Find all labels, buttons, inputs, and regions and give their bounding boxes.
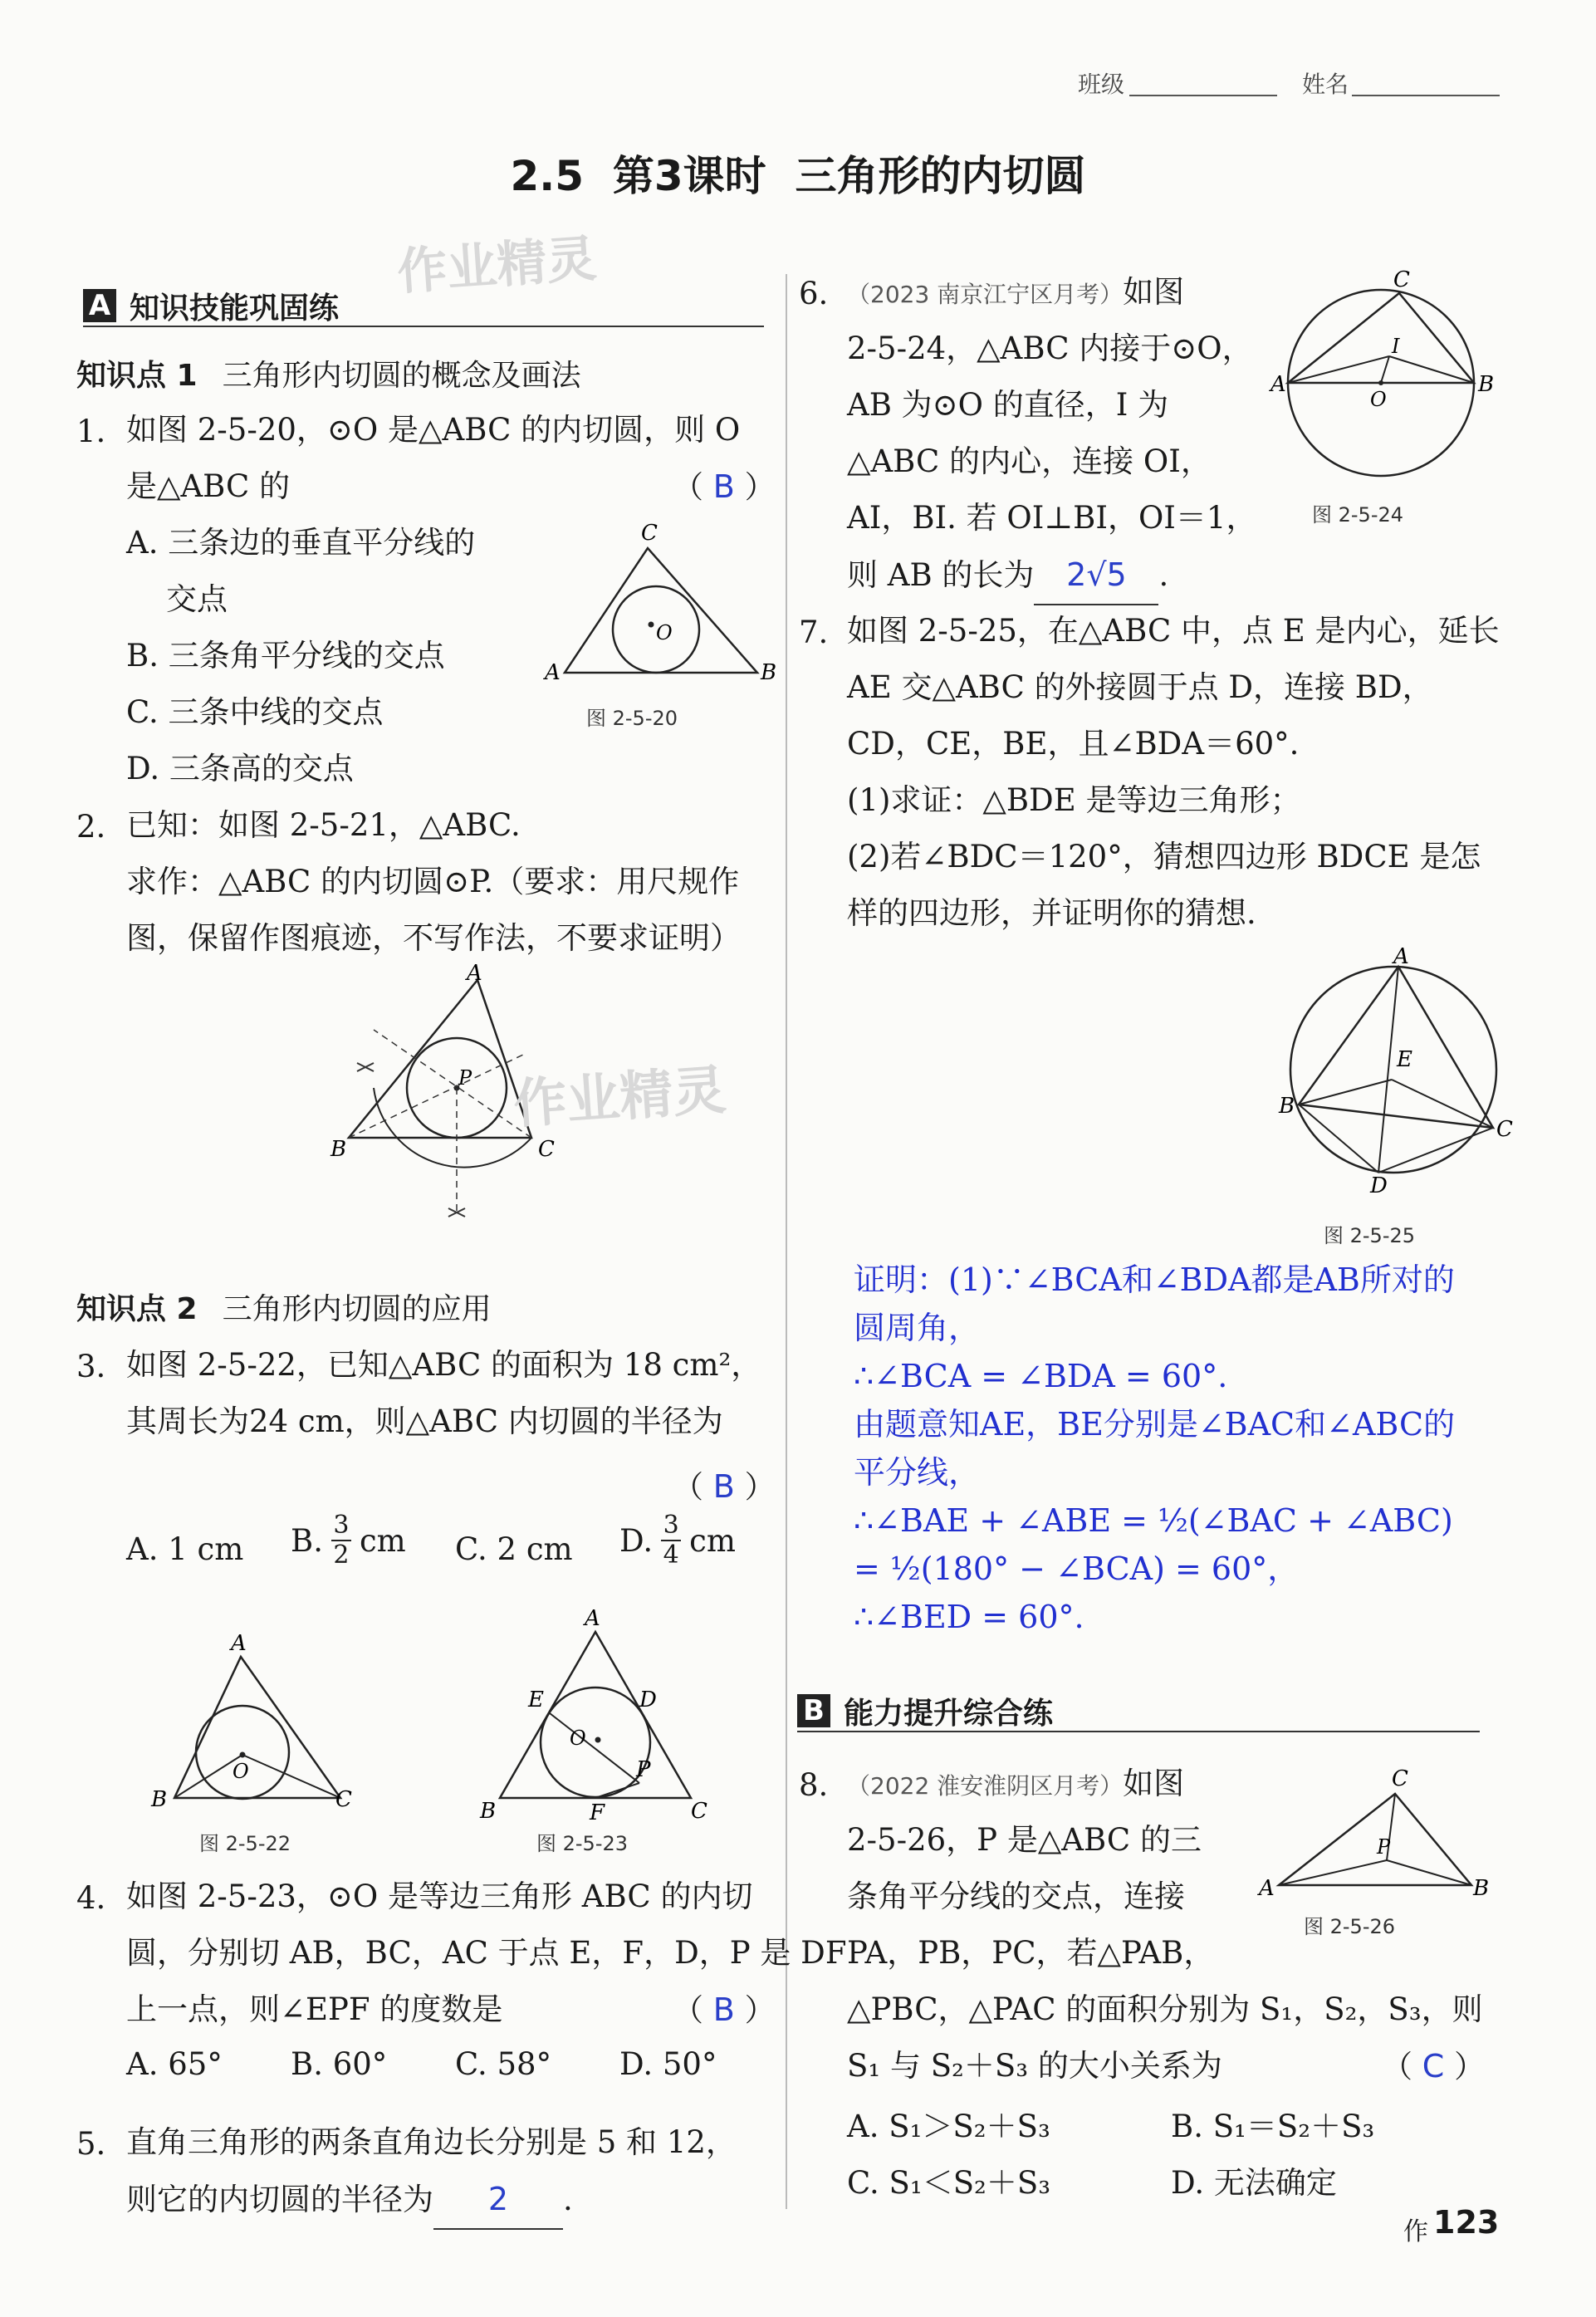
- q8-line1: （2022 淮安淮阴区月考）如图: [847, 1766, 1185, 1801]
- section-a-line: [83, 326, 764, 327]
- svg-text:B: B: [480, 1799, 497, 1824]
- q7-line6: 样的四边形，并证明你的猜想.: [847, 895, 1256, 931]
- svg-text:A: A: [467, 961, 482, 986]
- class-label: 班级: [1078, 71, 1125, 98]
- q3-option-d: D. 3 4 cm: [619, 1511, 736, 1570]
- svg-text:D: D: [639, 1688, 657, 1712]
- q6-line3: AB 为⊙O 的直径，I 为: [847, 387, 1169, 423]
- svg-text:C: C: [641, 521, 658, 546]
- q8-number: 8.: [799, 1767, 829, 1803]
- svg-text:A: A: [1393, 944, 1409, 969]
- q1-answer-bracket: （ B ）: [673, 468, 776, 505]
- svg-text:B: B: [1473, 1876, 1490, 1901]
- svg-text:P: P: [1377, 1835, 1391, 1859]
- svg-text:E: E: [528, 1688, 544, 1712]
- q1-option-a-cont: 交点: [166, 581, 228, 617]
- q7-line5: (2)若∠BDC＝120°，猜想四边形 BDCE 是怎: [847, 839, 1481, 874]
- q3-line2: 其周长为24 cm，则△ABC 内切圆的半径为: [126, 1403, 723, 1439]
- q4-option-a: A. 65°: [126, 2046, 223, 2082]
- q8-option-d: D. 无法确定: [1171, 2165, 1337, 2201]
- q8-option-b: B. S₁＝S₂＋S₃: [1171, 2109, 1375, 2144]
- q6-number: 6.: [799, 276, 829, 311]
- q1-number: 1.: [76, 414, 106, 449]
- proof-line: 由题意知AE，BE分别是∠BAC和∠ABC的: [854, 1406, 1456, 1443]
- svg-text:A: A: [231, 1631, 247, 1656]
- svg-text:O: O: [570, 1727, 586, 1750]
- section-b-header: [797, 1688, 1053, 1734]
- q4-line1: 如图 2-5-23，⊙O 是等边三角形 ABC 的内切: [126, 1879, 753, 1914]
- section-a-title: 知识技能巩固练: [130, 291, 340, 326]
- q7-line2: AE 交△ABC 的外接圆于点 D，连接 BD，: [847, 669, 1433, 705]
- q3-answer-bracket: （ B ）: [673, 1468, 776, 1505]
- proof-line: 圆周角，: [854, 1310, 981, 1346]
- class-underline: [1129, 95, 1277, 96]
- svg-text:A: A: [545, 660, 561, 685]
- svg-text:E: E: [1397, 1047, 1412, 1072]
- proof-line: 证明：(1)∵∠BCA和∠BDA都是AB所对的: [854, 1261, 1455, 1298]
- q8-answer-bracket: （ C ）: [1382, 2048, 1486, 2084]
- figure-2-5-22: [141, 1632, 365, 1823]
- svg-text:F: F: [590, 1800, 605, 1825]
- page-title: 2.5 第3课时 三角形的内切圆: [510, 152, 1086, 200]
- figure-2-5-24: [1270, 267, 1495, 502]
- q5-line2: 则它的内切圆的半径为 2 .: [126, 2171, 573, 2230]
- q4-number: 4.: [76, 1880, 106, 1916]
- q3-option-a: A. 1 cm: [126, 1531, 244, 1567]
- q4-figure-caption: 图 2-5-23: [536, 1832, 629, 1855]
- q2-line2: 求作：△ABC 的内切圆⊙P.（要求：用尺规作: [126, 864, 740, 899]
- q8-line5: △PBC，△PAC 的面积分别为 S₁，S₂，S₃，则: [847, 1991, 1483, 2027]
- q6-line4: △ABC 的内心，连接 OI，: [847, 443, 1212, 479]
- q3-option-b: B. 3 2 cm: [291, 1511, 406, 1570]
- q6-line1: （2023 南京江宁区月考）如图: [847, 274, 1185, 310]
- svg-text:A: A: [1270, 372, 1286, 397]
- svg-text:B: B: [1279, 1094, 1295, 1119]
- watermark: 作业精灵: [512, 1060, 728, 1136]
- q4-answer-bracket: （ B ）: [673, 1991, 776, 2028]
- svg-text:O: O: [1370, 388, 1387, 411]
- svg-text:C: C: [335, 1787, 352, 1812]
- q1-option-a: A. 三条边的垂直平分线的: [126, 525, 476, 561]
- proof-line: ∴∠BAE + ∠ABE = ½(∠BAC + ∠ABC): [854, 1502, 1453, 1539]
- q6-line5: AI，BI. 若 OI⊥BI，OI＝1，: [847, 500, 1257, 536]
- footer-prefix: 作: [1403, 2217, 1428, 2246]
- svg-text:C: C: [691, 1799, 707, 1824]
- q8-figure-caption: 图 2-5-26: [1304, 1915, 1396, 1938]
- q6-line2: 2-5-24，△ABC 内接于⊙O，: [847, 331, 1253, 366]
- column-divider: [786, 274, 787, 2209]
- q6-answer: 2√5: [1066, 556, 1127, 593]
- svg-text:C: C: [538, 1137, 555, 1162]
- q7-line4: (1)求证：△BDE 是等边三角形；: [847, 782, 1301, 818]
- q7-line1: 如图 2-5-25，在△ABC 中，点 E 是内心，延长: [847, 613, 1500, 649]
- knowledge-point-2: 知识点 2 三角形内切圆的应用: [76, 1292, 492, 1326]
- q4-line2: 圆，分别切 AB，BC，AC 于点 E，F，D，P 是 DF: [126, 1935, 847, 1971]
- svg-text:P: P: [458, 1066, 472, 1090]
- watermark: 作业精灵: [395, 229, 599, 302]
- section-b-badge: B: [797, 1694, 830, 1727]
- q7-proof: [854, 1256, 1501, 1671]
- q8-line4: PA，PB，PC，若△PAB，: [847, 1935, 1215, 1971]
- q3-line1: 如图 2-5-22，已知△ABC 的面积为 18 cm²，: [126, 1347, 762, 1383]
- svg-text:B: B: [151, 1787, 168, 1812]
- q6-line6: 则 AB 的长为 2√5 .: [847, 546, 1168, 605]
- svg-text:P: P: [636, 1757, 651, 1782]
- q1-figure-caption: 图 2-5-20: [586, 707, 678, 730]
- q8-line2: 2-5-26，P 是△ABC 的三: [847, 1822, 1202, 1858]
- section-b-title: 能力提升综合练: [844, 1696, 1054, 1731]
- svg-text:I: I: [1392, 335, 1400, 358]
- q1-option-c: C. 三条中线的交点: [126, 694, 384, 730]
- svg-text:C: C: [1393, 267, 1410, 292]
- figure-2-5-23: [473, 1607, 722, 1823]
- section-a-header: [83, 282, 339, 329]
- section-a-badge: A: [83, 289, 116, 322]
- svg-text:A: A: [1259, 1876, 1275, 1901]
- name-underline: [1352, 95, 1500, 96]
- q7-line3: CD，CE，BE，且∠BDA＝60°.: [847, 726, 1300, 762]
- figure-2-5-25: [1279, 944, 1513, 1198]
- svg-text:C: C: [1392, 1766, 1408, 1791]
- svg-text:B: B: [761, 660, 777, 685]
- q2-line3: 图，保留作图痕迹，不写作法，不要求证明）: [126, 920, 741, 956]
- section-b-line: [797, 1731, 1480, 1732]
- q4-line3: 上一点，则∠EPF 的度数是: [126, 1991, 503, 2027]
- q4-option-d: D. 50°: [619, 2046, 717, 2082]
- proof-line: 平分线，: [854, 1454, 981, 1491]
- knowledge-point-1: 知识点 1 三角形内切圆的概念及画法: [76, 359, 581, 393]
- figure-2-5-26: [1254, 1761, 1495, 1902]
- q8-option-a: A. S₁＞S₂＋S₃: [847, 2109, 1050, 2144]
- q3-figure-caption: 图 2-5-22: [199, 1832, 291, 1855]
- q3-number: 3.: [76, 1349, 106, 1384]
- q1-option-b: B. 三条角平分线的交点: [126, 638, 445, 674]
- proof-line: = ½(180° − ∠BCA) = 60°，: [854, 1550, 1300, 1587]
- svg-text:D: D: [1370, 1173, 1388, 1198]
- q7-figure-caption: 图 2-5-25: [1324, 1224, 1416, 1247]
- proof-line: ∴∠BCA = ∠BDA = 60°.: [854, 1358, 1228, 1394]
- q7-number: 7.: [799, 615, 829, 650]
- q2-number: 2.: [76, 809, 106, 845]
- q1-option-d: D. 三条高的交点: [126, 751, 354, 786]
- q8-option-c: C. S₁＜S₂＋S₃: [847, 2165, 1051, 2201]
- q3-option-c: C. 2 cm: [455, 1531, 573, 1567]
- proof-line: ∴∠BED = 60°.: [854, 1599, 1084, 1635]
- svg-text:B: B: [1478, 372, 1495, 397]
- q5-line1: 直角三角形的两条直角边长分别是 5 和 12，: [126, 2124, 737, 2160]
- q2-line1: 已知：如图 2-5-21，△ABC.: [126, 807, 521, 843]
- svg-text:O: O: [656, 621, 673, 644]
- q4-option-b: B. 60°: [291, 2046, 388, 2082]
- q8-line6: S₁ 与 S₂＋S₃ 的大小关系为: [847, 2048, 1222, 2084]
- q5-number: 5.: [76, 2126, 106, 2162]
- q1-line2: 是△ABC 的: [126, 468, 291, 504]
- figure-2-5-20: [540, 523, 781, 689]
- name-label: 姓名: [1302, 71, 1349, 98]
- q8-line3: 条角平分线的交点，连接: [847, 1879, 1185, 1914]
- q1-line1: 如图 2-5-20，⊙O 是△ABC 的内切圆，则 O: [126, 412, 741, 448]
- svg-text:C: C: [1496, 1117, 1513, 1142]
- page-number: 123: [1433, 2204, 1500, 2241]
- svg-text:O: O: [233, 1760, 249, 1783]
- q5-answer: 2: [487, 2181, 509, 2217]
- svg-text:B: B: [330, 1137, 347, 1162]
- svg-text:A: A: [585, 1606, 600, 1631]
- q6-figure-caption: 图 2-5-24: [1312, 503, 1404, 527]
- q4-option-c: C. 58°: [455, 2046, 552, 2082]
